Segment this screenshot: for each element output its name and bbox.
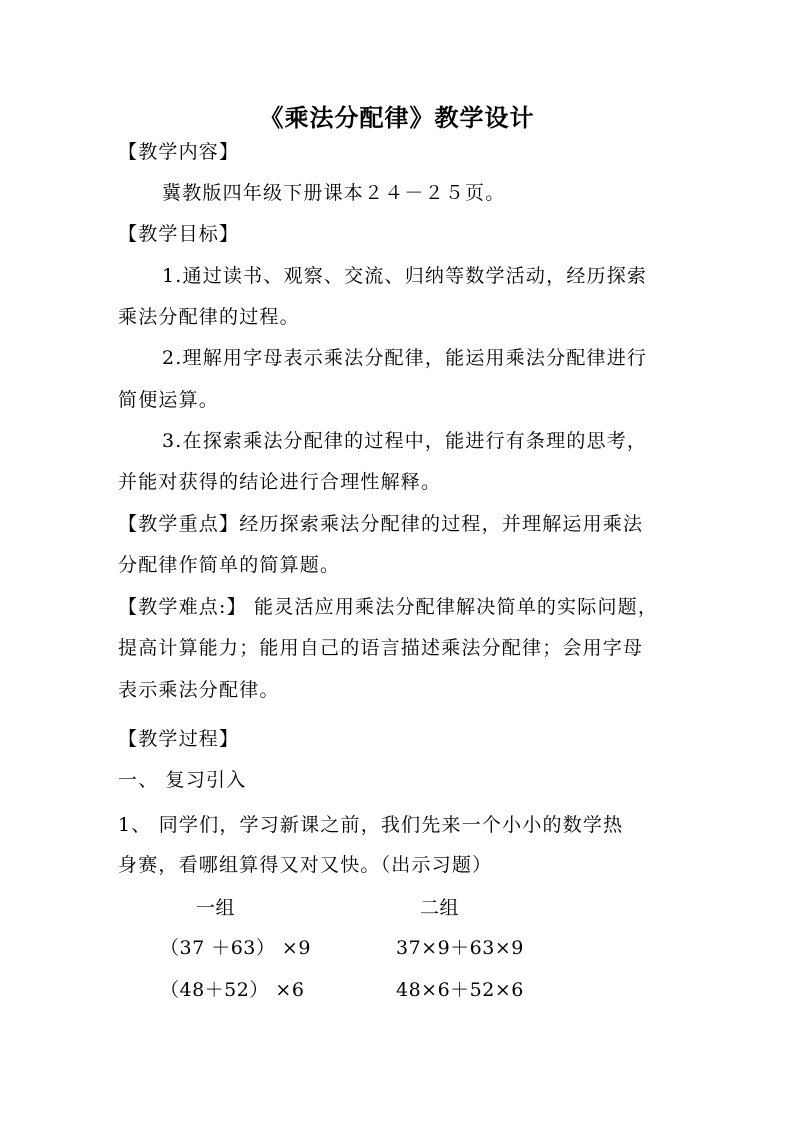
key-points-line-2: 分配律作简单的简算题。: [118, 554, 341, 576]
teaching-content-text: 冀教版四年级下册课本２４－２５页。: [162, 182, 506, 204]
group-1-label: 一组: [196, 897, 236, 919]
goal-2-line-2: 简便运算。: [118, 389, 220, 411]
document-title: 《乘法分配律》教学设计: [259, 104, 535, 132]
goal-2-line-1: 2.理解用字母表示乘法分配律，能运用乘法分配律进行: [162, 347, 648, 369]
exercise-row-2-group-2: 48×6＋52×6: [396, 979, 524, 1001]
difficulty-line-1: 【教学难点:】 能灵活应用乘法分配律解决简单的实际问题，: [118, 596, 659, 618]
key-points-line-1: 【教学重点】经历探索乘法分配律的过程，并理解运用乘法: [118, 513, 644, 535]
exercise-row-1-group-2: 37×9＋63×9: [396, 937, 524, 959]
goal-3-line-2: 并能对获得的结论进行合理性解释。: [118, 471, 442, 493]
item-1-line-1: 1、 同学们，学习新课之前，我们先来一个小小的数学热: [118, 814, 624, 836]
item-1-line-2: 身赛，看哪组算得又对又快。（出示习题）: [118, 854, 493, 876]
exercise-row-2-group-1: （48＋52） ×6: [160, 979, 305, 1001]
difficulty-line-3: 表示乘法分配律。: [118, 679, 280, 701]
goal-1-line-2: 乘法分配律的过程。: [118, 306, 300, 328]
heading-teaching-goals: 【教学目标】: [118, 223, 240, 245]
heading-teaching-content: 【教学内容】: [118, 141, 240, 163]
group-2-label: 二组: [420, 897, 460, 919]
difficulty-line-2: 提高计算能力；能用自己的语言描述乘法分配律；会用字母: [118, 637, 644, 659]
goal-1-line-1: 1.通过读书、观察、交流、归纳等数学活动，经历探索: [162, 265, 648, 287]
section-review-intro: 一、 复习引入: [118, 769, 247, 791]
exercise-row-1-group-1: （37 ＋63） ×9: [160, 937, 311, 959]
heading-teaching-process: 【教学过程】: [118, 728, 240, 750]
goal-3-line-1: 3.在探索乘法分配律的过程中，能进行有条理的思考，: [162, 430, 648, 452]
